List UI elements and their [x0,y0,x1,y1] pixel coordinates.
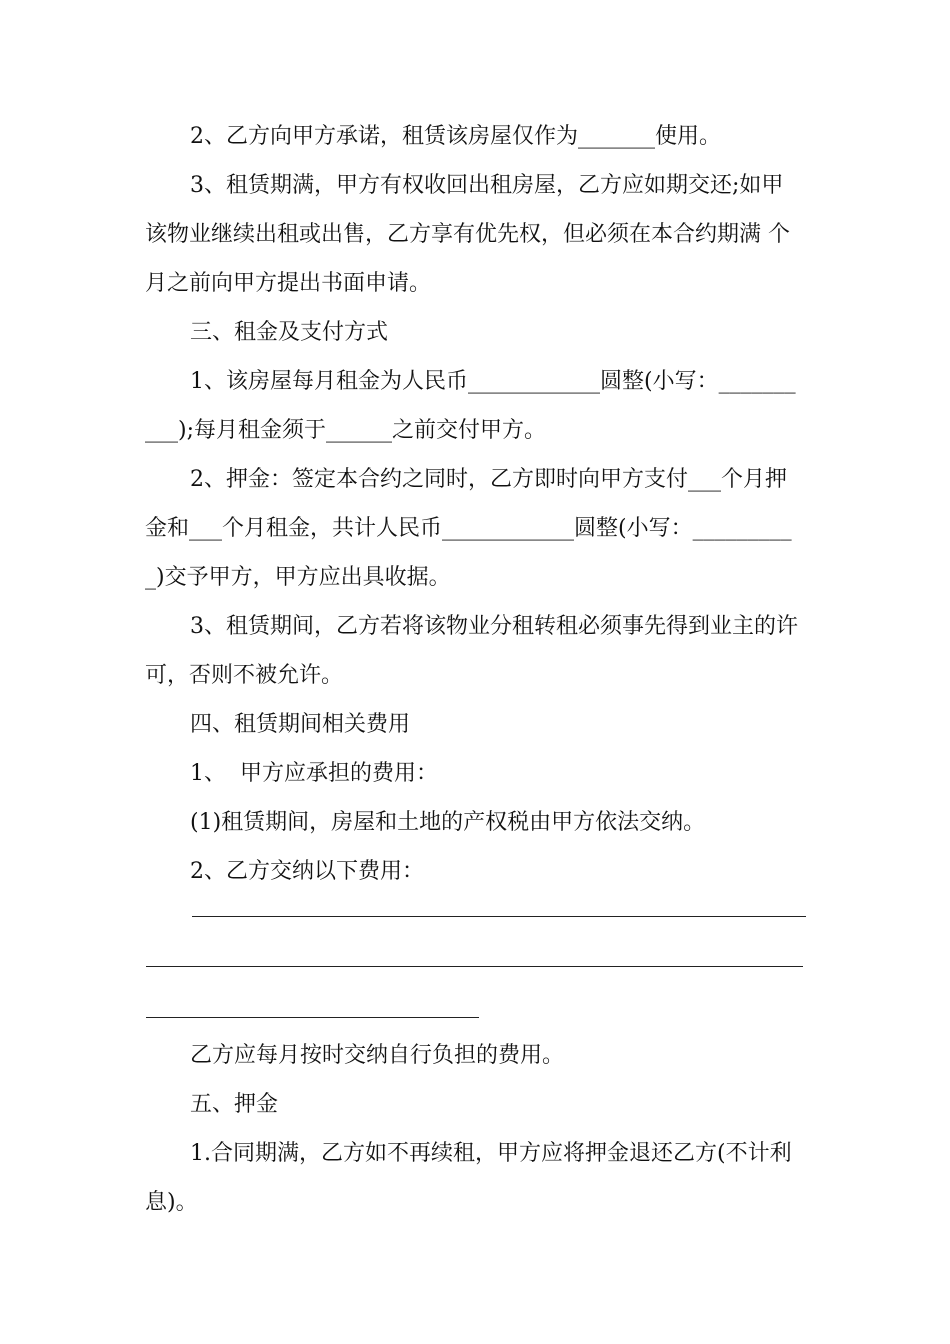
sublet-clause-line1: 3、租赁期间，乙方若将该物业分租转租必须事先得到业主的许 [190,614,798,639]
fill-in-rule-2 [146,966,803,967]
tenant-fees-heading: 2、乙方交纳以下费用： [190,859,424,884]
landlord-fees-heading: 1、 甲方应承担的费用： [190,761,438,786]
tenant-fees-note: 乙方应每月按时交纳自行负担的费用。 [190,1043,565,1068]
deposit-clause-line1: 2、押金：签定本合约之同时，乙方即时向甲方支付___个月押 [190,467,787,492]
refund-clause-line2: 息)。 [145,1190,198,1215]
rent-clause-1-line2: ___);每月租金须于______之前交付甲方。 [145,418,546,443]
fill-in-rule-1 [192,916,806,917]
fill-in-rule-3 [146,1017,479,1018]
clause-3-expiry-line1: 3、租赁期满，甲方有权收回出租房屋，乙方应如期交还;如甲 [190,173,784,198]
clause-3-expiry-line3: 月之前向甲方提出书面申请。 [145,271,432,296]
refund-clause-line1: 1.合同期满，乙方如不再续租，甲方应将押金退还乙方(不计利 [190,1141,792,1166]
section-3-heading: 三、租金及支付方式 [190,320,389,345]
landlord-fees-item-1: (1)租赁期间，房屋和土地的产权税由甲方依法交纳。 [190,810,706,835]
section-5-heading: 五、押金 [190,1092,279,1117]
section-4-heading: 四、租赁期间相关费用 [190,712,411,737]
clause-3-expiry-line2: 该物业继续出租或出售，乙方享有优先权，但必须在本合约期满 个 [145,222,790,247]
deposit-clause-line3: _)交予甲方，甲方应出具收据。 [145,565,451,590]
rent-clause-1-line1: 1、该房屋每月租金为人民币____________圆整(小写：_______ [190,369,796,394]
sublet-clause-line2: 可，否则不被允许。 [145,663,344,688]
deposit-clause-line2: 金和___个月租金，共计人民币____________圆整(小写：_________ [145,516,792,541]
clause-2-usage: 2、乙方向甲方承诺，租赁该房屋仅作为_______使用。 [190,124,721,149]
